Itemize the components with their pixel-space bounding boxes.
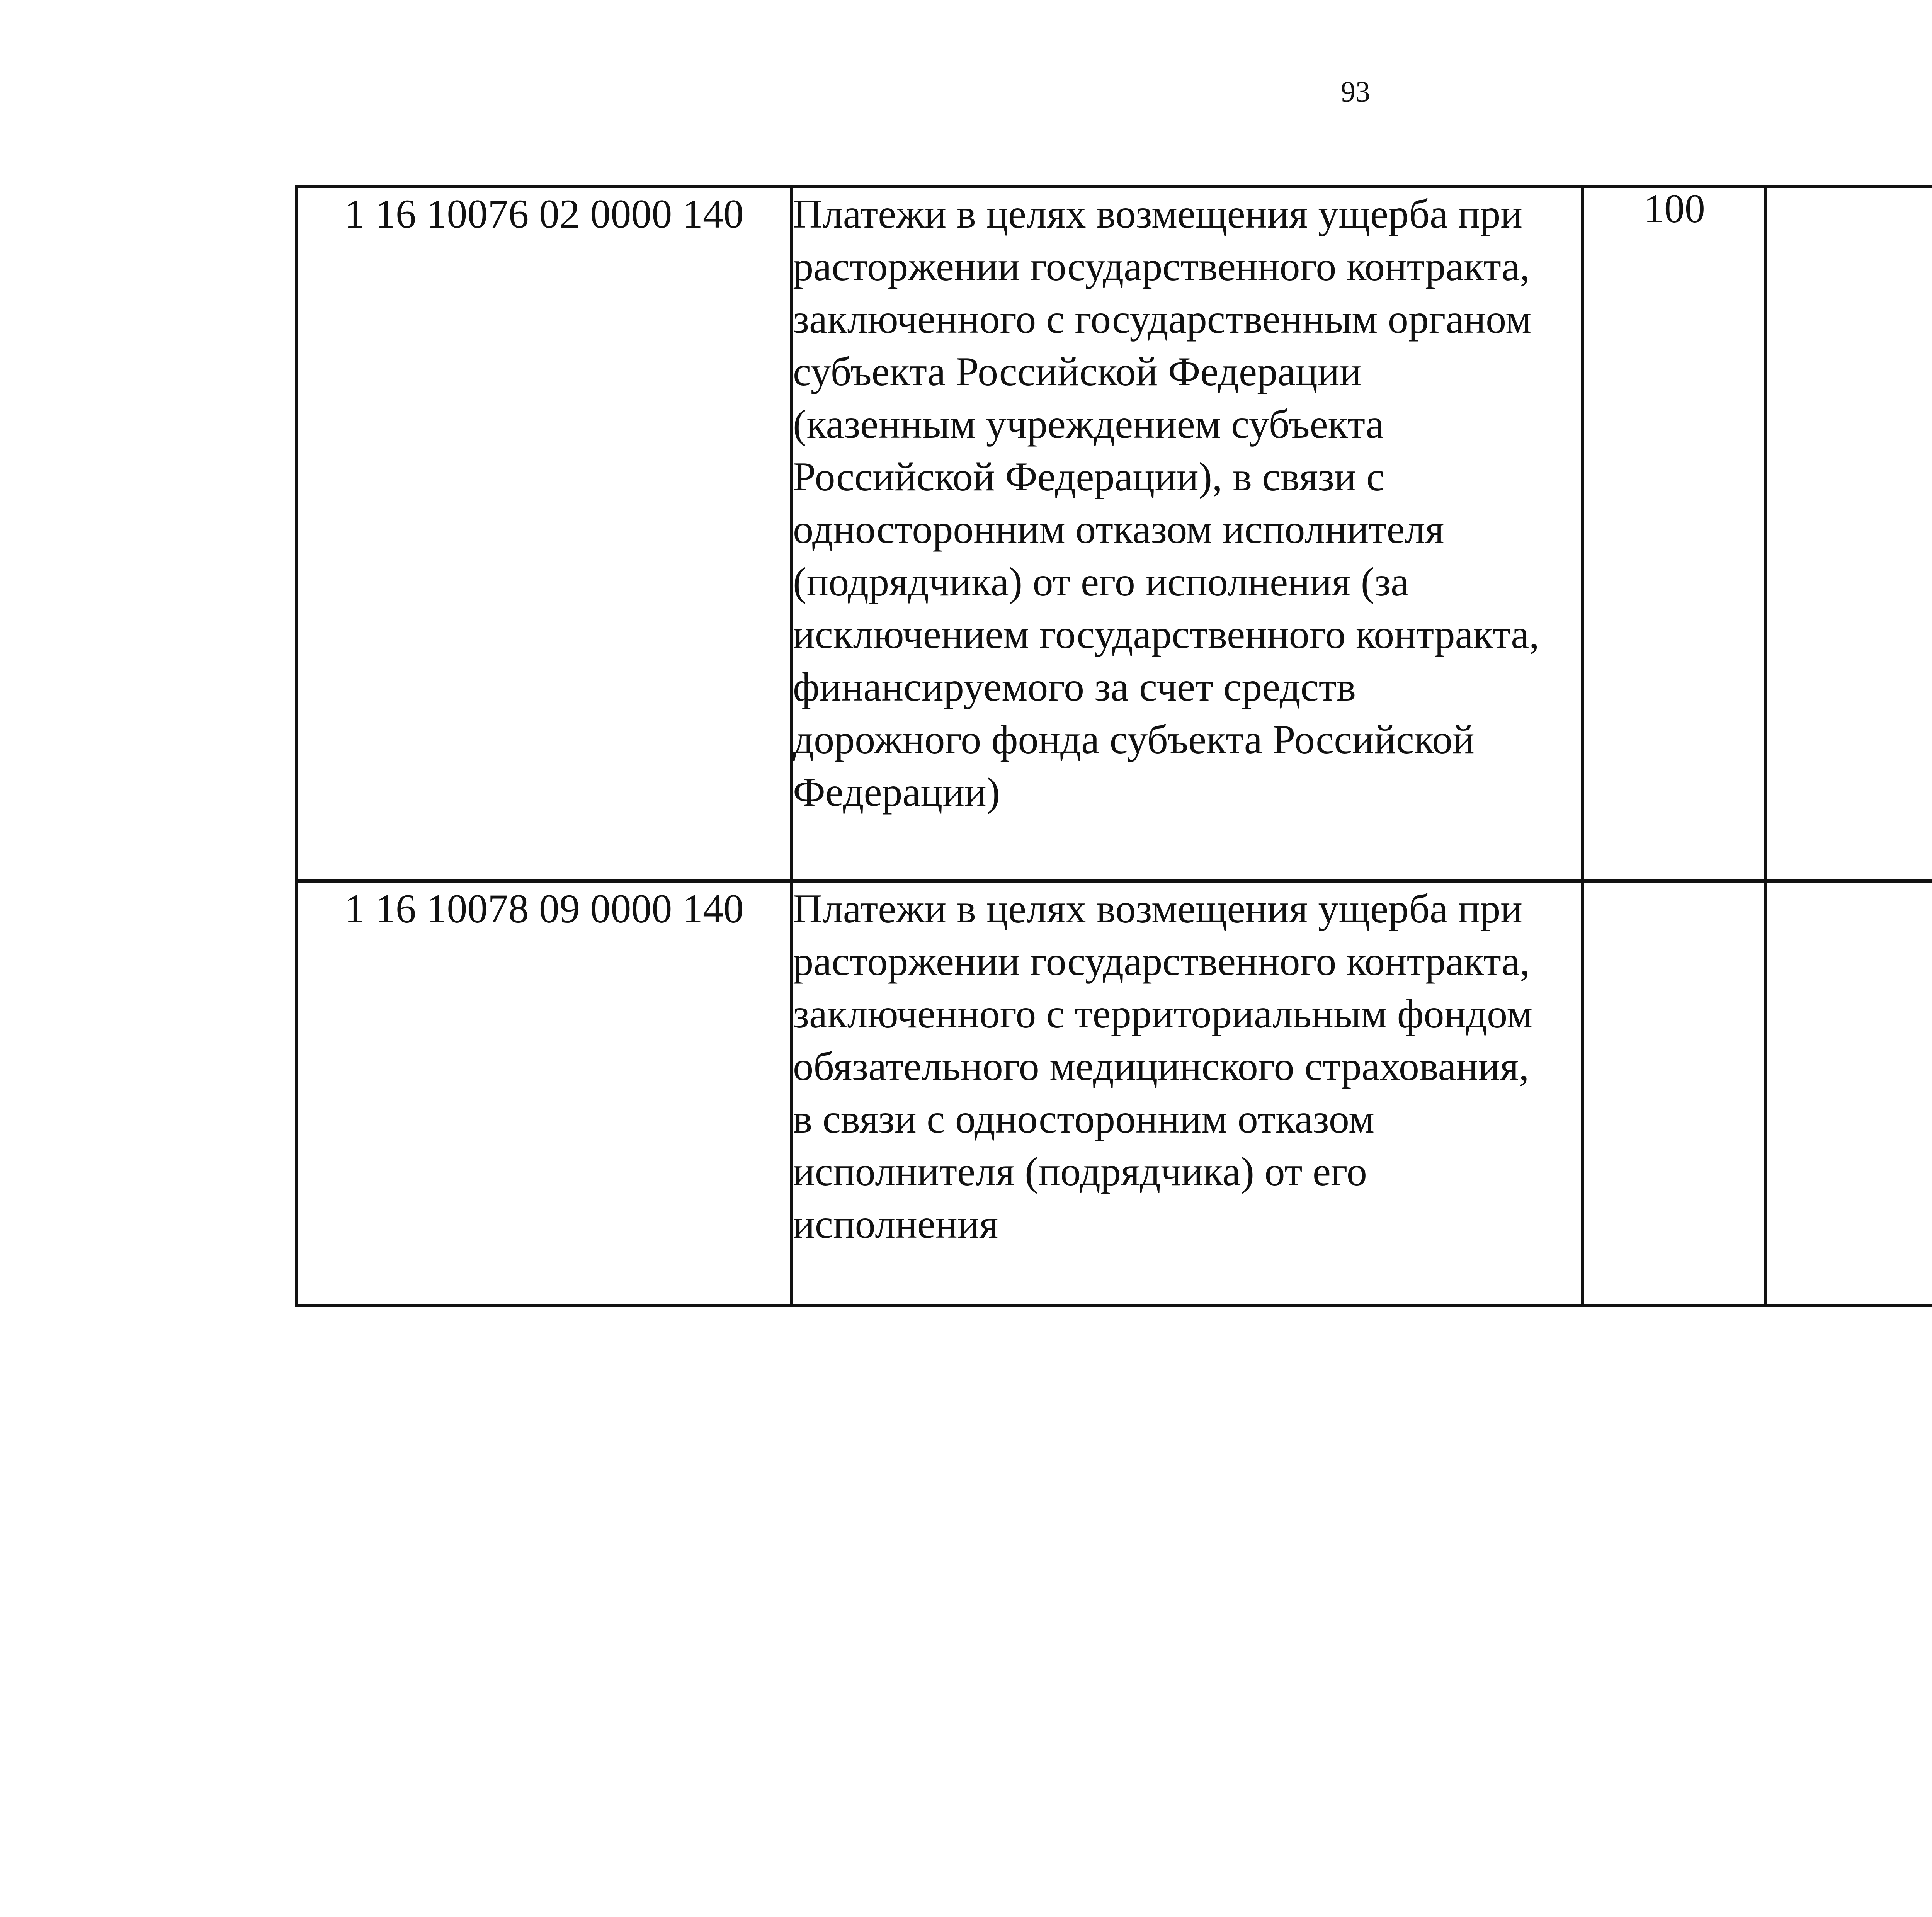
- budget-code-cell: 1 16 10076 02 0000 140: [297, 186, 791, 881]
- name-line: Федерации): [793, 769, 1000, 815]
- page-number: 93: [1341, 76, 1370, 108]
- revenue-name-cell: [791, 881, 1583, 1305]
- name-line: Российской Федерации), в связи с: [793, 454, 1385, 499]
- name-line: заключенного с территориальным фондом: [793, 991, 1533, 1036]
- name-line: расторжении государственного контракта,: [793, 244, 1530, 289]
- name-line: (подрядчика) от его исполнения (за: [793, 559, 1409, 604]
- budget-code-cell: 1 16 10078 09 0000 140: [297, 881, 791, 1305]
- name-line: в связи с односторонним отказом: [793, 1096, 1374, 1141]
- name-line: финансируемого за счет средств: [793, 664, 1356, 709]
- name-line: дорожного фонда субъекта Российской: [793, 717, 1475, 762]
- name-line: заключенного с государственным органом: [793, 296, 1532, 342]
- name-line: односторонним отказом исполнителя: [793, 507, 1444, 552]
- value-cell: [1583, 881, 1766, 1305]
- revenue-name-cell: [791, 186, 1583, 881]
- name-line: расторжении государственного контракта,: [793, 939, 1530, 984]
- table-row: [297, 881, 1932, 1305]
- name-line: исполнения: [793, 1201, 998, 1247]
- table-row: [297, 186, 1932, 881]
- value-text: 100: [1643, 186, 1705, 231]
- name-line: обязательного медицинского страхования,: [793, 1044, 1529, 1089]
- value-cell: [1583, 186, 1766, 881]
- value-cell: [1766, 186, 1932, 881]
- name-line: исключением государственного контракта,: [793, 612, 1539, 657]
- name-line: Платежи в целях возмещения ущерба при: [793, 886, 1523, 931]
- name-line: исполнителя (подрядчика) от его: [793, 1149, 1367, 1194]
- name-line: (казенным учреждением субъекта: [793, 401, 1384, 447]
- name-line: Платежи в целях возмещения ущерба при: [793, 191, 1523, 236]
- name-line: субъекта Российской Федерации: [793, 349, 1362, 394]
- budget-classification-table: [295, 185, 1932, 1307]
- value-cell: [1766, 881, 1932, 1305]
